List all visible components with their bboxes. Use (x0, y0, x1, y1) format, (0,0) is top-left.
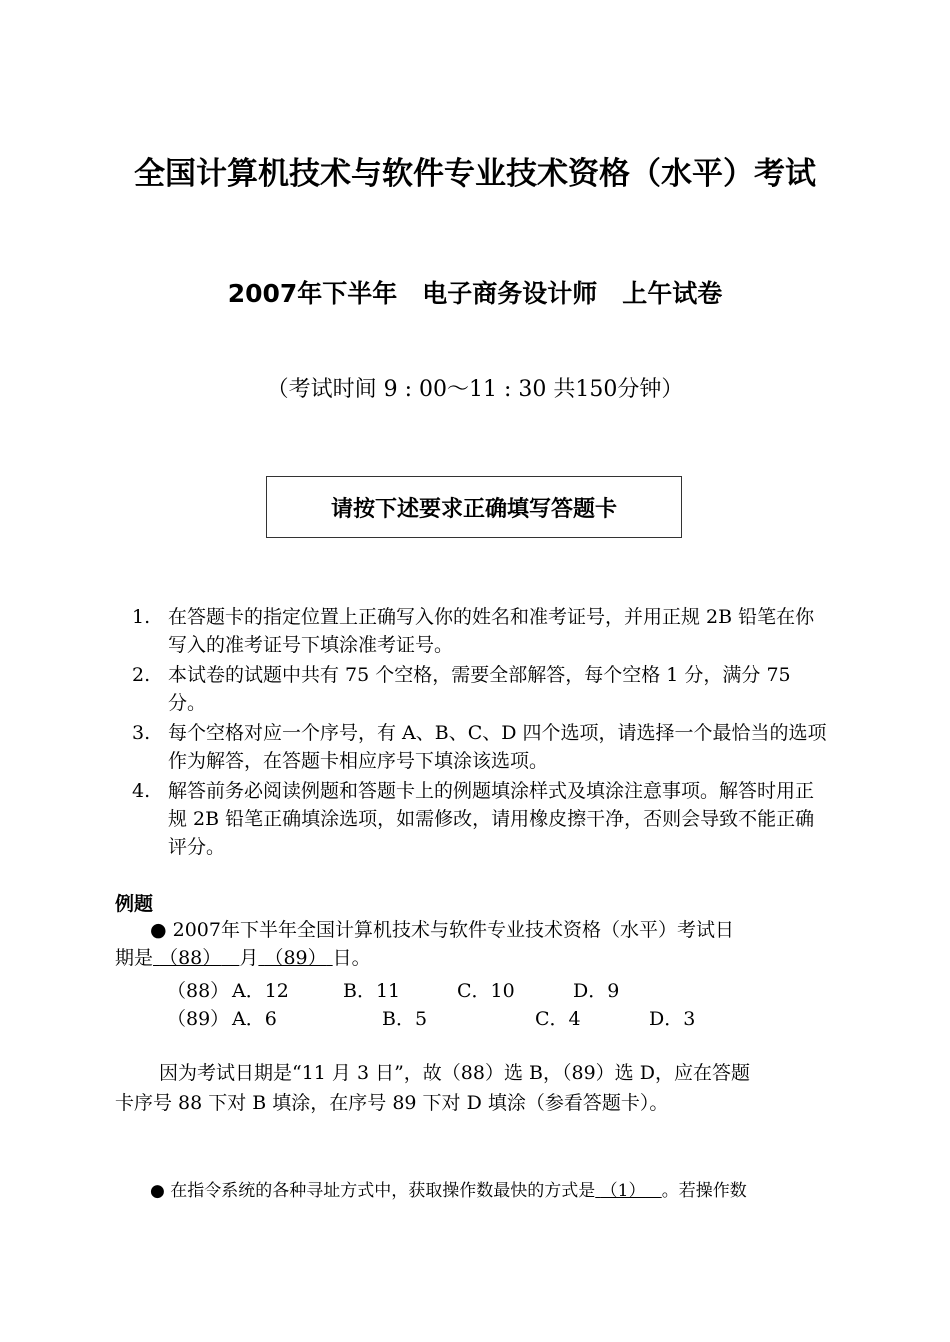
page-title: 全国计算机技术与软件专业技术资格（水平）考试 (134, 156, 816, 192)
instruction-item (132, 661, 832, 717)
instruction-text: 本试卷的试题中共有 75 个空格，需要全部解答，每个空格 1 分，满分 75 分。 (168, 664, 791, 714)
instruction-text: 在答题卡的指定位置上正确写入你的姓名和准考证号，并用正规 2B 铅笔在你写入的准考证号下填涂准考证号。 (168, 606, 815, 656)
instruction-item (132, 777, 832, 861)
option-89-a: A．6 (232, 1008, 277, 1030)
instruction-text: 每个空格对应一个序号，有 A、B、C、D 四个选项，请选择一个最恰当的选项作为解答，在答题卡相应序号下填涂该选项。 (168, 722, 827, 772)
option-88-d: D．9 (573, 980, 620, 1002)
example-question-line2 (115, 944, 371, 972)
option-89-c: C．4 (535, 1008, 581, 1030)
option-88-a: A．12 (232, 980, 289, 1002)
notice-box-text: 请按下述要求正确填写答题卡 (330, 496, 617, 522)
exam-time: （考试时间 9 : 00～11 : 30 共150分钟） (266, 377, 684, 402)
instruction-number: 3. (132, 722, 151, 744)
instruction-number: 2. (132, 664, 151, 686)
example-question-line1: ● 2007年下半年全国计算机技术与软件专业技术资格（水平）考试日 (150, 919, 734, 941)
option-88-c: C．10 (457, 980, 515, 1002)
question-1-suffix: 。若操作数 (661, 1181, 747, 1201)
example-line2-suffix: 日。 (332, 947, 371, 969)
instruction-number: 1. (132, 606, 151, 628)
example-label: 例题 (115, 893, 154, 915)
instruction-item (132, 603, 832, 659)
example-explanation-line1: 因为考试日期是“11 月 3 日”，故（88）选 B，（89）选 D，应在答题 (159, 1062, 750, 1084)
example-line2-prefix: 期是 (115, 947, 154, 969)
question-1-line (150, 1176, 747, 1201)
blank-89: （89） (264, 947, 327, 969)
example-explanation-line2: 卡序号 88 下对 B 填涂，在序号 89 下对 D 填涂（参看答题卡）。 (115, 1092, 669, 1114)
option-89-d: D．3 (649, 1008, 696, 1030)
instruction-text: 解答前务必阅读例题和答题卡上的例题填涂样式及填涂注意事项。解答时用正规 2B 铅笔正确填涂选项，如需修改，请用橡皮擦干净，否则会导致不能正确评分。 (168, 780, 815, 858)
option-label-89: （89） (167, 1008, 230, 1030)
exam-subtitle: 2007年下半年 电子商务设计师 上午试卷 (227, 279, 723, 308)
example-line2-mid: 月 (239, 947, 259, 969)
option-89-b: B．5 (382, 1008, 428, 1030)
instruction-item (132, 719, 832, 775)
option-label-88: （88） (167, 980, 230, 1002)
blank-1: （1） (600, 1181, 646, 1201)
blank-88: （88） (159, 947, 222, 969)
answer-card-notice-box (266, 476, 682, 538)
option-88-b: B．11 (343, 980, 401, 1002)
instruction-list (132, 603, 832, 863)
instruction-number: 4. (132, 780, 151, 802)
question-1-prefix: ● 在指令系统的各种寻址方式中，获取操作数最快的方式是 (150, 1181, 596, 1201)
